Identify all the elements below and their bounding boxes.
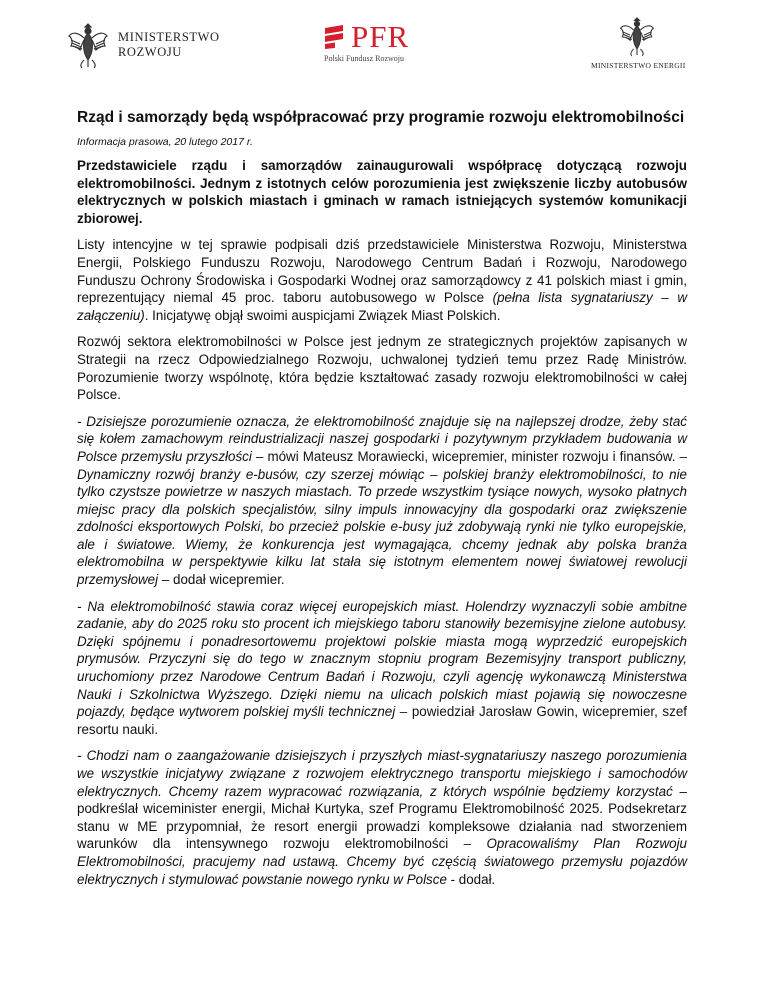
quote: - Dzisiejsze porozumienie oznacza, że elektromobilność znajduje się na najlepszej drodze, żeby stać się kołem zamachowym reindustrializacji naszej gospodarki i pozytywnym przykładem budowania w Polsce przemysłu przyszłości [77,413,687,464]
ministerstwo-rozwoju-logo [66,20,220,70]
pfr-mark-icon [323,25,345,49]
paragraph-signatories [77,236,687,324]
ministerstwo-energii-logo [591,14,686,70]
logo-line-2: ROZWOJU [118,45,182,59]
paragraph-italic-note: (pełna lista sygnatariuszy – w załączeniu) [77,290,687,323]
pfr-subtitle: Polski Fundusz Rozwoju [324,54,405,63]
paragraph-quote-kurtyka [77,747,687,888]
attribution: – podkreślał wiceminister energii, Michał Kurtyka, szef Programu Elektromobilność 2025. Podsekretarz stanu w ME przypomniał, że resort energii prowadzi kompleksowe działania nad stworzeniem warunków dla intensywnego rozwoju elektromobilności [77,783,687,852]
quote: - Chodzi nam o zaangażowanie dzisiejszych i przyszłych miast-sygnatariuszy naszego porozumienia we wszystkie inicjatywy związane z rozwojem elektrycznego transportu miejskiego i samochodów elektrycznych. Chcemy razem wypracować rozwiązania, z których wspólnie będziemy korzystać [77,748,687,799]
eagle-emblem-icon [66,20,110,70]
attribution: – dodał wicepremier. [158,572,285,588]
attribution: powiedział Jarosław Gowin, wicepremier, szef resortu nauki. [77,704,687,737]
attribution: - dodał. [446,871,496,887]
eagle-emblem-icon [618,14,656,58]
press-release [77,108,687,897]
paragraph-quote-gowin [77,598,687,739]
quote: – Dynamiczny rozwój branży e-busów, czy szerzej mówiąc – polskiej branży elektromobilności, to nie tylko czystsze powietrze w naszych miastach. To przede wszystkim tysiące nowych, wysoko płatnych miejsc pracy dla polskich specjalistów, silny impuls innowacyjny dla gospodarki oraz zwiększenie zdolności eksportowych Polski, bo przecież polskie e-busy już zdobywają rynki nie tylko europejskie, ale i światowe. Wiemy, że konkurencja jest wymagająca, chcemy jednak aby polska branża elektromobilna w perspektywie kilku lat stała się istotnym elementem nowej światowej rewolucji przemysłowej [77,448,688,588]
page-title: Rząd i samorządy będą współpracować przy programie rozwoju elektromobilności [77,109,685,126]
paragraph-text: Listy intencyjne w tej sprawie podpisali dziś przedstawiciele Ministerstwa Rozwoju, Ministerstwa Energii, Polskiego Funduszu Rozwoju, Narodowego Centrum Badań i Rozwoju, Narodowego Funduszu Ochrony Środowiska i Gospodarki Wodnej oraz samorządowcy z 41 polskich miast i gmin, reprezentujący niemal 45 proc. taboru autobusowego w Polsce [77,237,687,306]
ministerstwo-energii-name: MINISTERSTWO ENERGII [591,61,686,70]
paragraph-tail: . Inicjatywę objął swoimi auspicjami Związek Miast Polskich. [144,307,501,323]
paragraph-quote-morawiecki [77,413,687,589]
attribution: – mówi Mateusz Morawiecki, wicepremier, minister rozwoju i finansów. [251,448,680,464]
dateline: Informacja prasowa, 20 lutego 2017 r. [77,136,253,148]
paragraph-strategy: Rozwój sektora elektromobilności w Polsce jest jednym ze strategicznych projektów zapisanych w Strategii na rzecz Odpowiedzialnego Rozwoju, uchwalonej tydzień temu przez Radę Ministrów. Porozumienie tworzy wspólnotę, która będzie kształtować zasady rozwoju elektromobilności w całej Polsce. [77,334,687,403]
quote: - Na elektromobilność stawia coraz więcej europejskich miast. Holendrzy wyznaczyli sobie ambitne zadanie, aby do 2025 roku sto procent ich miejskiego taboru stanowiły bezemisyjne zielone autobusy. Dzięki spójnemu i ponadresortowemu projektowi polskie miasta mogą wyprzedzić europejskich prymusów. Przyczyni się do tego w znacznym stopniu program Bezemisyjny transport publiczny, uruchomiony przez Narodowe Centrum Badań i Rozwoju, czyli agencję wykonawczą Ministerstwa Nauki i Szkolnictwa Wyższego. Dzięki niemu na ulicach polskich miast pojawią się nowoczesne pojazdy, będące wytworem polskiej myśli technicznej – [77,598,687,720]
pfr-name: PFR [351,19,410,54]
quote: – Opracowaliśmy Plan Rozwoju Elektromobilności, pracujemy nad ustawą. Chcemy być częścią światowego przemysłu pojazdów elektrycznych i stymulować powstanie nowego rynku w Polsce [77,836,687,887]
logo-line-1: MINISTERSTWO [118,30,220,44]
lead-paragraph: Przedstawiciele rządu i samorządów zainaugurowali współpracę dotyczącą rozwoju elektromobilności. Jednym z istotnych celów porozumienia jest zwiększenie liczby autobusów elektrycznych w polskich miastach i gminach w ramach istniejących systemów komunikacji zbiorowej. [77,158,687,226]
pfr-logo [323,19,410,63]
